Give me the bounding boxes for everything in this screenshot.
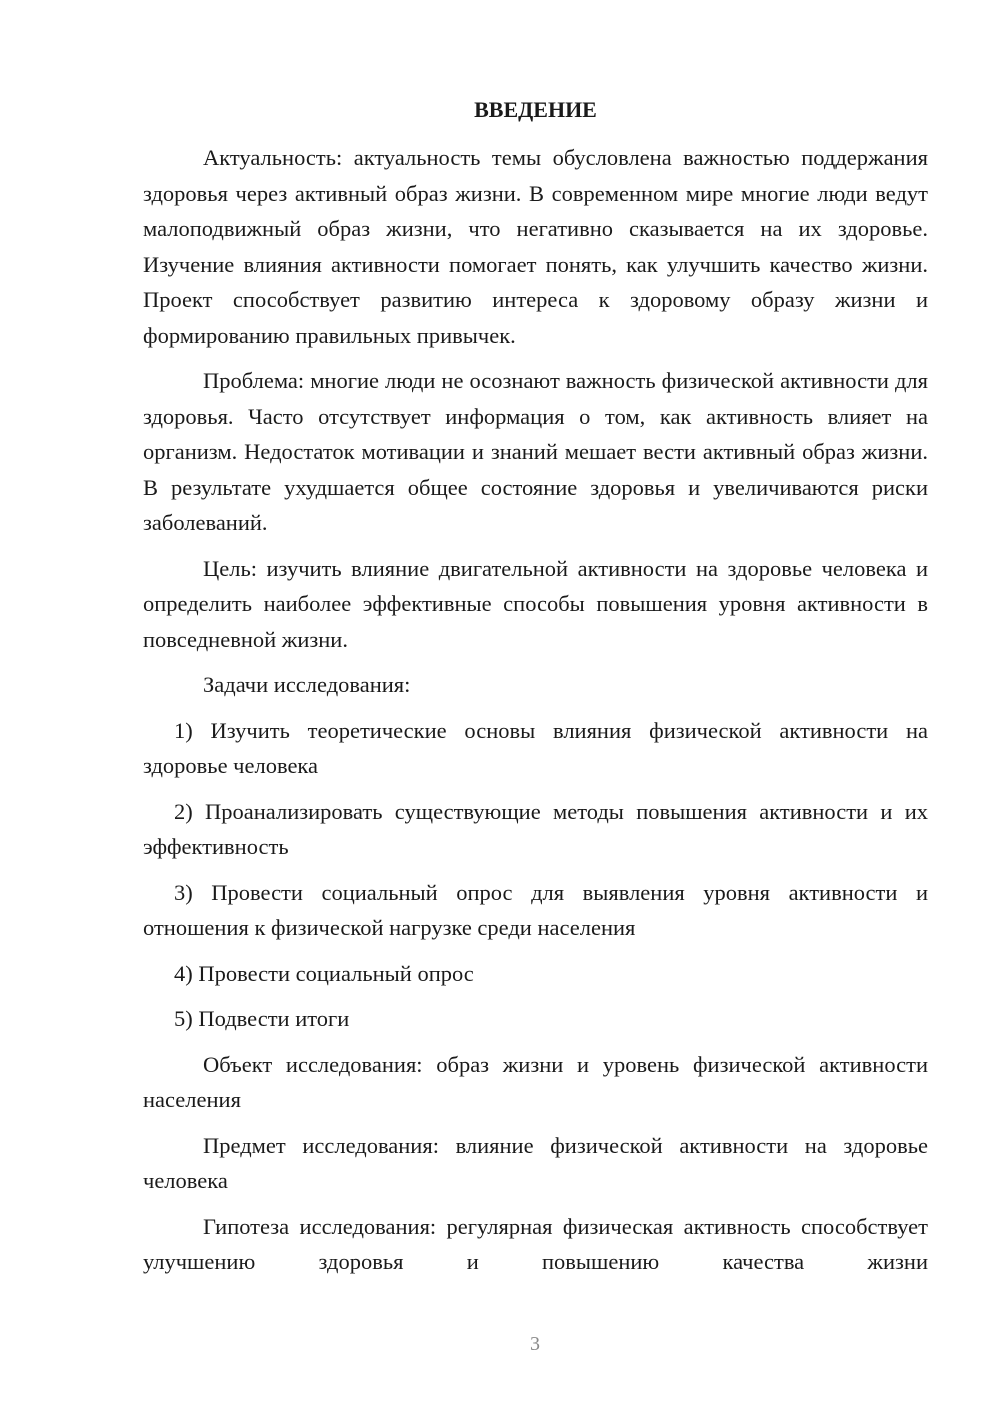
page-number: 3 bbox=[530, 1333, 540, 1355]
paragraph-relevance: Актуальность: актуальность темы обусловлена важностью поддержания здоровья через активный образ жизни. В современном мире многие люди ведут малоподвижный образ жизни, что негативно сказывается на их здоровье. Изучение влияния активности помогает понять, как улучшить качество жизни. Проект способствует развитию интереса к здоровому образу жизни и формированию правильных привычек. bbox=[143, 145, 928, 348]
page-content bbox=[143, 90, 928, 1290]
paragraph-subject: Предмет исследования: влияние физической активности на здоровье человека bbox=[143, 1132, 928, 1193]
task-item-1: 1) Изучить теоретические основы влияния физической активности на здоровье человека bbox=[143, 717, 928, 778]
tasks-heading: Задачи исследования: bbox=[203, 672, 411, 697]
task-item-3: 3) Провести социальный опрос для выявления уровня активности и отношения к физической нагрузке среди населения bbox=[143, 879, 928, 940]
paragraph-hypothesis: Гипотеза исследования: регулярная физическая активность способствует улучшению здоровья и повышению качества жизни bbox=[143, 1213, 928, 1274]
task-item-5: 5) Подвести итоги bbox=[174, 1006, 350, 1031]
paragraph-object: Объект исследования: образ жизни и уровень физической активности населения bbox=[143, 1051, 928, 1112]
section-title: ВВЕДЕНИЕ bbox=[474, 97, 597, 122]
task-item-2: 2) Проанализировать существующие методы повышения активности и их эффективность bbox=[143, 798, 928, 859]
paragraph-goal: Цель: изучить влияние двигательной активности на здоровье человека и определить наиболее эффективные способы повышения уровня активности в повседневной жизни. bbox=[143, 555, 928, 652]
task-item-4: 4) Провести социальный опрос bbox=[174, 960, 474, 986]
paragraph-problem: Проблема: многие люди не осознают важность физической активности для здоровья. Часто отсутствует информация о том, как активность влияет на организм. Недостаток мотивации и знаний мешает вести активный образ жизни. В результате ухудшается общее состояние здоровья и увеличиваются риски заболеваний. bbox=[143, 368, 928, 535]
